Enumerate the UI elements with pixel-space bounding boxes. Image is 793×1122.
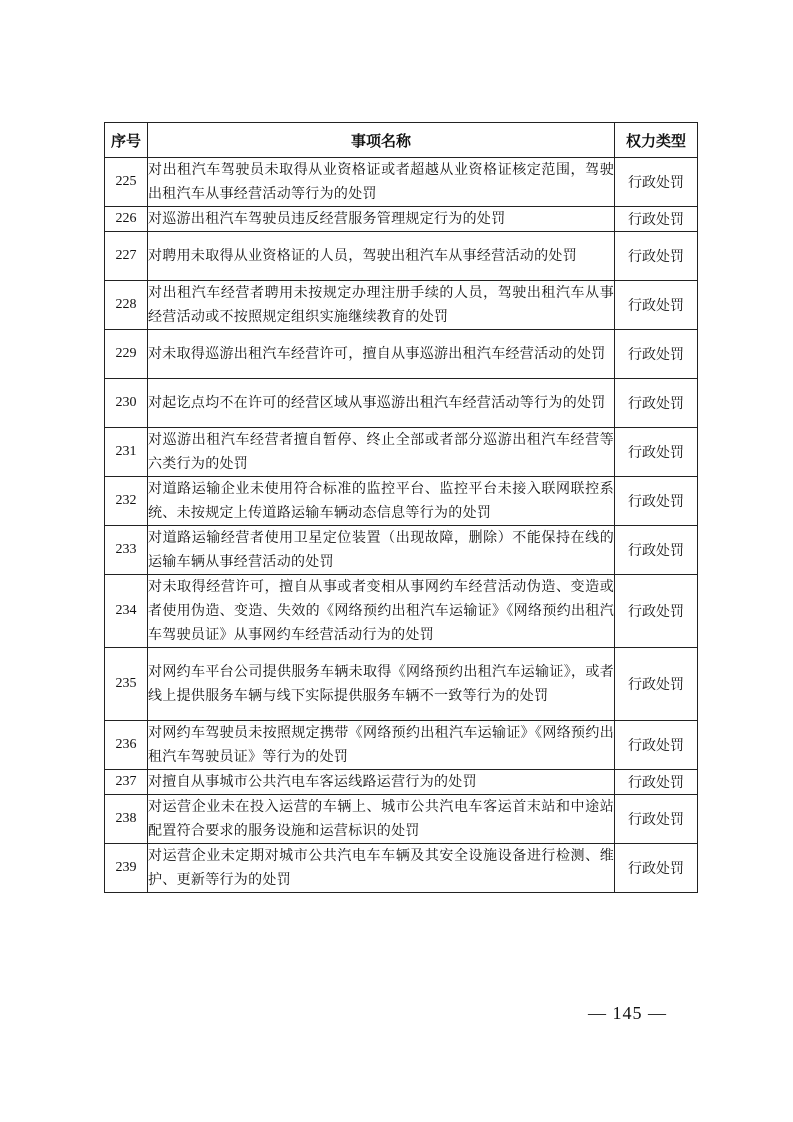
row-item-name: 对巡游出租汽车经营者擅自暂停、终止全部或者部分巡游出租汽车经营等六类行为的处罚 <box>148 428 615 477</box>
row-number: 225 <box>105 158 148 207</box>
row-item-name: 对起讫点均不在许可的经营区域从事巡游出租汽车经营活动等行为的处罚 <box>148 379 615 428</box>
table-row <box>105 721 698 770</box>
row-item-name: 对道路运输企业未使用符合标准的监控平台、监控平台未接入联网联控系统、未按规定上传道路运输车辆动态信息等行为的处罚 <box>148 477 615 526</box>
table-row <box>105 477 698 526</box>
row-number: 231 <box>105 428 148 477</box>
row-item-name: 对出租汽车驾驶员未取得从业资格证或者超越从业资格证核定范围，驾驶出租汽车从事经营活动等行为的处罚 <box>148 158 615 207</box>
table-row <box>105 330 698 379</box>
row-number: 230 <box>105 379 148 428</box>
table-row <box>105 526 698 575</box>
table-header-row <box>105 123 698 158</box>
row-item-name: 对网约车平台公司提供服务车辆未取得《网络预约出租汽车运输证》，或者线上提供服务车辆与线下实际提供服务车辆不一致等行为的处罚 <box>148 648 615 721</box>
row-item-name: 对运营企业未定期对城市公共汽电车车辆及其安全设施设备进行检测、维护、更新等行为的处罚 <box>148 844 615 893</box>
row-item-name: 对聘用未取得从业资格证的人员，驾驶出租汽车从事经营活动的处罚 <box>148 232 615 281</box>
row-number: 237 <box>105 770 148 795</box>
row-number: 226 <box>105 207 148 232</box>
row-number: 227 <box>105 232 148 281</box>
row-power-type: 行政处罚 <box>615 795 698 844</box>
row-power-type: 行政处罚 <box>615 575 698 648</box>
row-power-type: 行政处罚 <box>615 526 698 575</box>
table-row <box>105 795 698 844</box>
table-row <box>105 428 698 477</box>
row-number: 234 <box>105 575 148 648</box>
table-row <box>105 207 698 232</box>
row-item-name: 对未取得巡游出租汽车经营许可，擅自从事巡游出租汽车经营活动的处罚 <box>148 330 615 379</box>
table-row <box>105 379 698 428</box>
table-row <box>105 844 698 893</box>
row-item-name: 对未取得经营许可，擅自从事或者变相从事网约车经营活动伪造、变造或者使用伪造、变造、失效的《网络预约出租汽车运输证》《网络预约出租汽车驾驶员证》从事网约车经营活动行为的处罚 <box>148 575 615 648</box>
row-power-type: 行政处罚 <box>615 158 698 207</box>
row-number: 229 <box>105 330 148 379</box>
row-power-type: 行政处罚 <box>615 281 698 330</box>
row-power-type: 行政处罚 <box>615 330 698 379</box>
header-power-type: 权力类型 <box>615 123 698 158</box>
row-number: 233 <box>105 526 148 575</box>
power-items-table <box>104 122 698 893</box>
row-power-type: 行政处罚 <box>615 428 698 477</box>
row-item-name: 对网约车驾驶员未按照规定携带《网络预约出租汽车运输证》《网络预约出租汽车驾驶员证》等行为的处罚 <box>148 721 615 770</box>
page-number: — 145 — <box>588 1003 667 1023</box>
row-power-type: 行政处罚 <box>615 477 698 526</box>
row-number: 235 <box>105 648 148 721</box>
table-row <box>105 648 698 721</box>
table-row <box>105 232 698 281</box>
table-row <box>105 770 698 795</box>
row-number: 238 <box>105 795 148 844</box>
row-number: 236 <box>105 721 148 770</box>
row-item-name: 对擅自从事城市公共汽电车客运线路运营行为的处罚 <box>148 770 615 795</box>
row-number: 228 <box>105 281 148 330</box>
row-power-type: 行政处罚 <box>615 232 698 281</box>
row-item-name: 对巡游出租汽车驾驶员违反经营服务管理规定行为的处罚 <box>148 207 615 232</box>
row-item-name: 对道路运输经营者使用卫星定位装置（出现故障，删除）不能保持在线的运输车辆从事经营活动的处罚 <box>148 526 615 575</box>
row-power-type: 行政处罚 <box>615 770 698 795</box>
row-power-type: 行政处罚 <box>615 379 698 428</box>
header-serial-number: 序号 <box>105 123 148 158</box>
table-row <box>105 158 698 207</box>
row-item-name: 对运营企业未在投入运营的车辆上、城市公共汽电车客运首末站和中途站配置符合要求的服务设施和运营标识的处罚 <box>148 795 615 844</box>
row-power-type: 行政处罚 <box>615 207 698 232</box>
row-power-type: 行政处罚 <box>615 844 698 893</box>
row-item-name: 对出租汽车经营者聘用未按规定办理注册手续的人员，驾驶出租汽车从事经营活动或不按照规定组织实施继续教育的处罚 <box>148 281 615 330</box>
table-row <box>105 575 698 648</box>
row-power-type: 行政处罚 <box>615 648 698 721</box>
header-item-name: 事项名称 <box>148 123 615 158</box>
row-power-type: 行政处罚 <box>615 721 698 770</box>
row-number: 239 <box>105 844 148 893</box>
row-number: 232 <box>105 477 148 526</box>
table-row <box>105 281 698 330</box>
